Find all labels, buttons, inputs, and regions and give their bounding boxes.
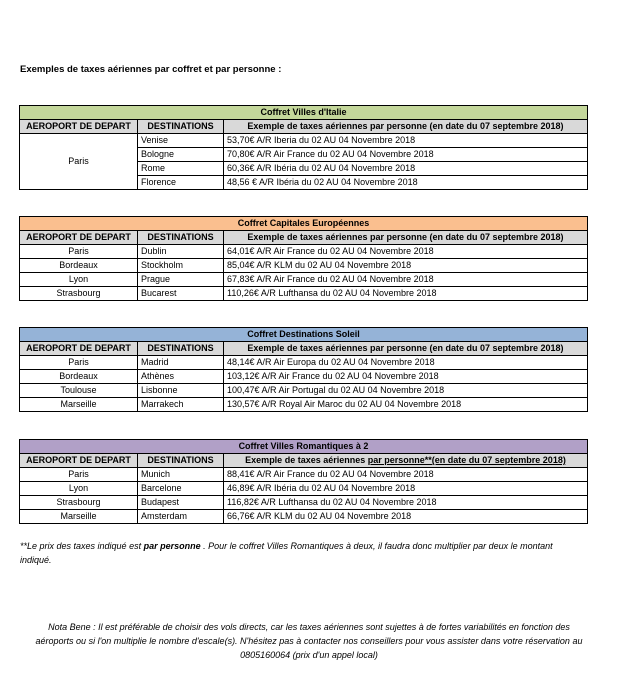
col-header-destinations: DESTINATIONS (138, 120, 224, 134)
destination-cell: Venise (138, 134, 224, 148)
col-header-taxes: Exemple de taxes aériennes par personne (en date du 07 septembre 2018) (224, 120, 588, 134)
depart-cell: Bordeaux (20, 370, 138, 384)
table-row (20, 398, 588, 412)
tax-cell: 46,89€ A/R Ibéria du 02 AU 04 Novembre 2018 (224, 482, 588, 496)
table-row (20, 259, 588, 273)
depart-cell: Paris (20, 356, 138, 370)
col-header-taxes (224, 454, 588, 468)
coffret-title: Coffret Villes Romantiques à 2 (20, 440, 588, 454)
col-header-taxes-prefix: Exemple de taxes aériennes (245, 455, 368, 465)
tax-cell: 116,82€ A/R Lufthansa du 02 AU 04 Novembre 2018 (224, 496, 588, 510)
document-title: Exemples de taxes aériennes par coffret et par personne : (20, 64, 282, 75)
footnote-text-2: . Pour le coffret Villes Romantiques à deux, il faudra donc multiplier par deux le montant indiqué. (20, 541, 553, 565)
table-row (20, 496, 588, 510)
depart-cell: Strasbourg (20, 496, 138, 510)
depart-cell: Paris (20, 134, 138, 190)
depart-cell: Strasbourg (20, 287, 138, 301)
coffret-table-capitales (19, 216, 588, 301)
table-row (20, 482, 588, 496)
destination-cell: Barcelone (138, 482, 224, 496)
coffret-title: Coffret Villes d'Italie (20, 106, 588, 120)
depart-cell: Marseille (20, 398, 138, 412)
col-header-taxes-underlined: par personne**(en date du 07 septembre 2018) (367, 455, 566, 465)
coffret-table-soleil (19, 327, 588, 412)
coffret-title: Coffret Destinations Soleil (20, 328, 588, 342)
col-header-depart: AEROPORT DE DEPART (20, 231, 138, 245)
tax-cell: 70,80€ A/R Air France du 02 AU 04 Novembre 2018 (224, 148, 588, 162)
depart-cell: Paris (20, 245, 138, 259)
col-header-destinations: DESTINATIONS (138, 454, 224, 468)
nota-bene: Nota Bene : Il est préférable de choisir des vols directs, car les taxes aériennes sont sujettes à de fortes variabilités en fonction des aéroports ou si l'on multiplie le nombre d'escale(s). N'hésitez pas à contacter nos conseillers pour vous assister dans votre réservation au 0805160064 (prix d'un appel local) (35, 622, 583, 660)
tax-cell: 48,14€ A/R Air Europa du 02 AU 04 Novembre 2018 (224, 356, 588, 370)
depart-cell: Toulouse (20, 384, 138, 398)
depart-cell: Marseille (20, 510, 138, 524)
destination-cell: Athènes (138, 370, 224, 384)
tax-cell: 103,12€ A/R Air France du 02 AU 04 Novembre 2018 (224, 370, 588, 384)
depart-cell: Bordeaux (20, 259, 138, 273)
depart-cell: Paris (20, 468, 138, 482)
tax-cell: 53,70€ A/R Iberia du 02 AU 04 Novembre 2018 (224, 134, 588, 148)
destination-cell: Bologne (138, 148, 224, 162)
table-row (20, 370, 588, 384)
col-header-taxes: Exemple de taxes aériennes par personne (en date du 07 septembre 2018) (224, 231, 588, 245)
destination-cell: Bucarest (138, 287, 224, 301)
tax-cell: 85,04€ A/R KLM du 02 AU 04 Novembre 2018 (224, 259, 588, 273)
tax-cell: 110,26€ A/R Lufthansa du 02 AU 04 Novembre 2018 (224, 287, 588, 301)
col-header-depart: AEROPORT DE DEPART (20, 120, 138, 134)
destination-cell: Rome (138, 162, 224, 176)
depart-cell: Lyon (20, 482, 138, 496)
col-header-destinations: DESTINATIONS (138, 342, 224, 356)
table-row (20, 356, 588, 370)
table-row (20, 468, 588, 482)
footnote (20, 539, 580, 567)
tax-cell: 66,76€ A/R KLM du 02 AU 04 Novembre 2018 (224, 510, 588, 524)
destination-cell: Madrid (138, 356, 224, 370)
destination-cell: Dublin (138, 245, 224, 259)
col-header-destinations: DESTINATIONS (138, 231, 224, 245)
table-row (20, 510, 588, 524)
table-row (20, 134, 588, 148)
tax-cell: 88,41€ A/R Air France du 02 AU 04 Novembre 2018 (224, 468, 588, 482)
destination-cell: Prague (138, 273, 224, 287)
tax-cell: 100,47€ A/R Air Portugal du 02 AU 04 Novembre 2018 (224, 384, 588, 398)
footnote-bold: par personne (143, 541, 201, 551)
table-row (20, 384, 588, 398)
coffret-table-romantiques (19, 439, 588, 524)
tax-cell: 48,56 € A/R Ibéria du 02 AU 04 Novembre 2018 (224, 176, 588, 190)
table-row (20, 273, 588, 287)
depart-cell: Lyon (20, 273, 138, 287)
table-row (20, 245, 588, 259)
table-row (20, 287, 588, 301)
coffret-title: Coffret Capitales Européennes (20, 217, 588, 231)
destination-cell: Munich (138, 468, 224, 482)
destination-cell: Marrakech (138, 398, 224, 412)
destination-cell: Lisbonne (138, 384, 224, 398)
col-header-depart: AEROPORT DE DEPART (20, 454, 138, 468)
tax-cell: 67,83€ A/R Air France du 02 AU 04 Novembre 2018 (224, 273, 588, 287)
coffret-table-italie (19, 105, 588, 190)
destination-cell: Florence (138, 176, 224, 190)
tax-cell: 64,01€ A/R Air France du 02 AU 04 Novembre 2018 (224, 245, 588, 259)
destination-cell: Amsterdam (138, 510, 224, 524)
col-header-taxes: Exemple de taxes aériennes par personne (en date du 07 septembre 2018) (224, 342, 588, 356)
tax-cell: 60,36€ A/R Ibéria du 02 AU 04 Novembre 2018 (224, 162, 588, 176)
destination-cell: Stockholm (138, 259, 224, 273)
footnote-text-1: **Le prix des taxes indiqué est (20, 541, 144, 551)
tax-cell: 130,57€ A/R Royal Air Maroc du 02 AU 04 Novembre 2018 (224, 398, 588, 412)
col-header-depart: AEROPORT DE DEPART (20, 342, 138, 356)
destination-cell: Budapest (138, 496, 224, 510)
